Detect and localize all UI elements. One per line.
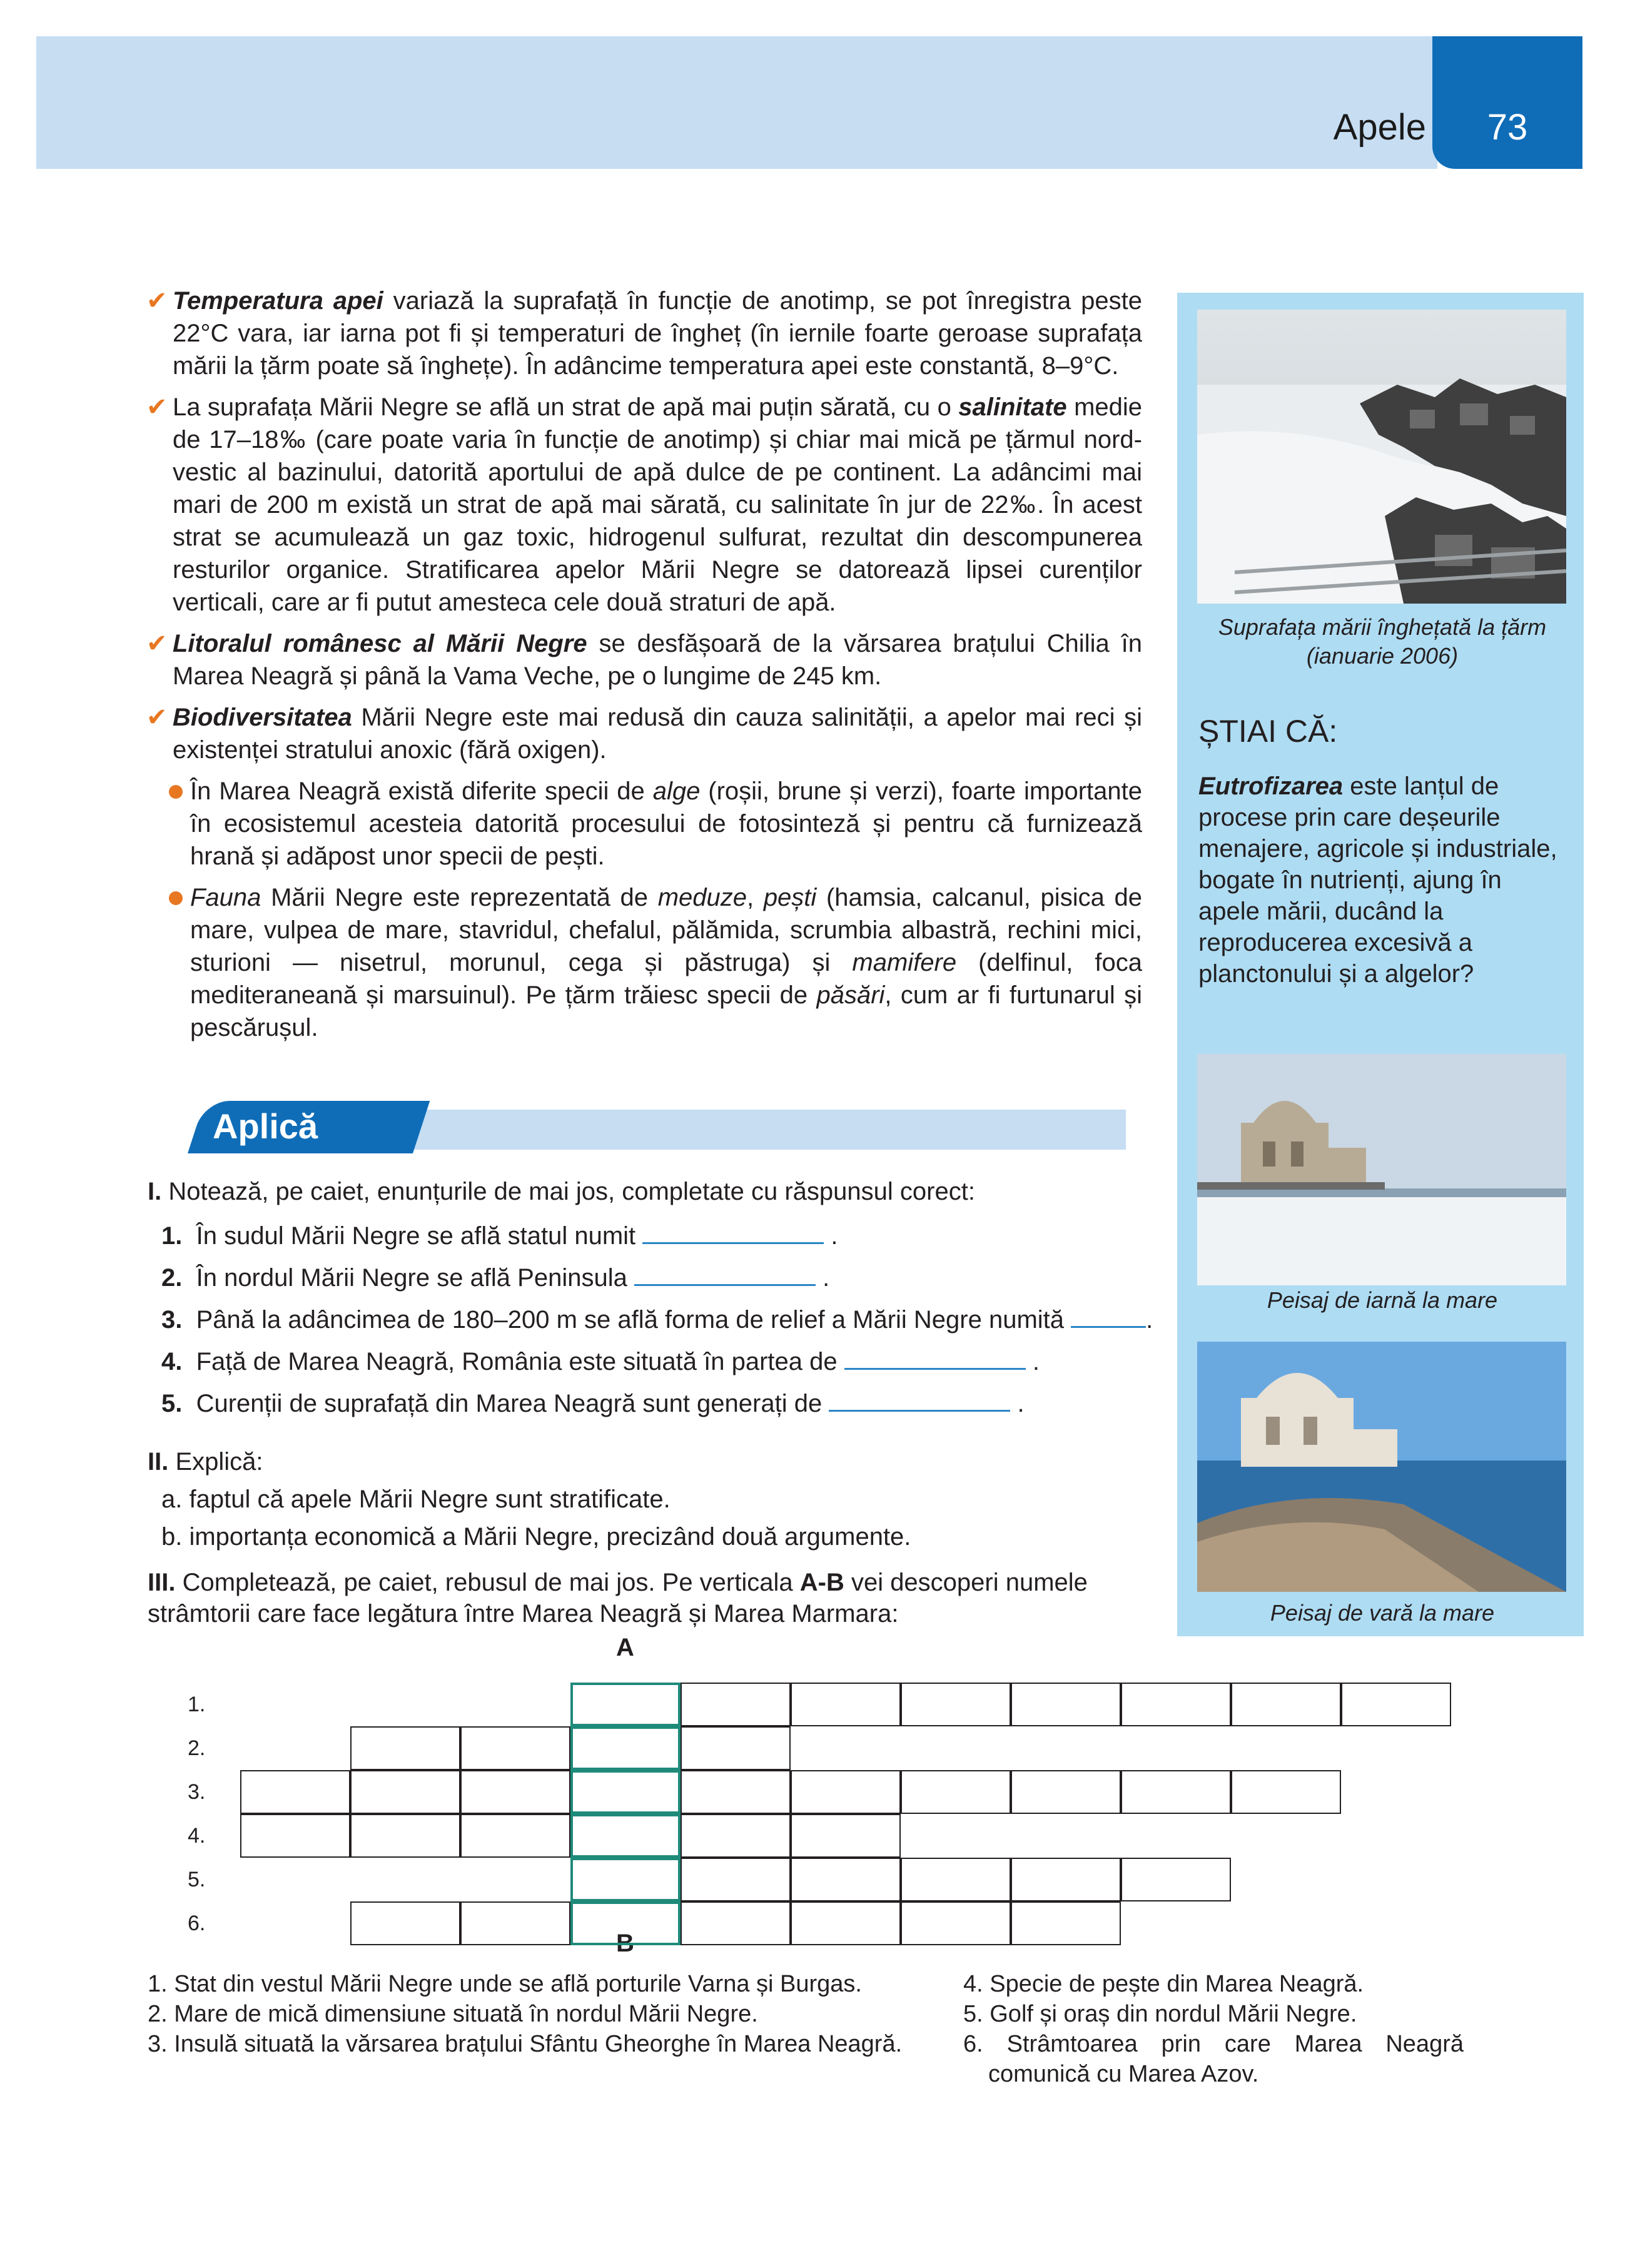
- term-fish: pești: [763, 884, 817, 911]
- clue-3: 3. Insulă situată la vărsarea brațului Sfântu Gheorghe în Marea Neagră.: [148, 2031, 903, 2057]
- paragraph-text: medie de 17–18‰ (care poate varia în funcție de anotimp) și chiar mai mică pe țărmul nord-vestic al bazinului, datorită aportului de apă dulce de pe continent. La adâncimi mai mari de 200 m există un strat de apă mai sărată, cu salinitate în jur de 22‰. În acest strat se acumulează un gaz toxic, hidrogenul sulfurat, rezultat din descompunerea resturilor organice. Stratificarea apelor Mării Negre se datorează lipsei curenților verticali, care ar fi putut amesteca cele două straturi de apă.: [173, 393, 1143, 616]
- clue-5: 5. Golf și oraș din nordul Mării Negre.: [963, 2001, 1357, 2027]
- exercise-2-instruction: [148, 1446, 263, 1477]
- crossword-cell[interactable]: [681, 1858, 791, 1901]
- crossword-row-number: 4.: [188, 1824, 206, 1848]
- crossword-cell[interactable]: [791, 1683, 901, 1726]
- aplica-title: Aplică: [213, 1106, 318, 1146]
- term-temperature: Temperatura apei: [173, 287, 383, 315]
- crossword-row-number: 3.: [188, 1780, 206, 1804]
- page-number: 73: [1487, 107, 1528, 148]
- checkmark-icon: ✔: [146, 287, 168, 315]
- crossword-cell[interactable]: [240, 1770, 350, 1814]
- exercise-text: Explică:: [168, 1448, 263, 1476]
- crossword-row-number: 1.: [188, 1693, 206, 1716]
- crossword-clues-right: [963, 1969, 1464, 2089]
- main-text: [148, 285, 1142, 1053]
- bullet-fauna: [148, 881, 1142, 1044]
- term-mammals: mamifere: [852, 949, 957, 976]
- exercise-text: vei descoperi numele strâmtorii care face legătura între Marea Neagră și Marea Marmara:: [148, 1569, 1088, 1628]
- item-period: .: [831, 1222, 838, 1250]
- crossword-cell[interactable]: [681, 1770, 791, 1814]
- page-number-tab: [1432, 36, 1582, 169]
- item-text: Până la adâncimea de 180–200 m se află forma de relief a Mării Negre numită: [196, 1306, 1065, 1334]
- exercise-1-item-1: [161, 1220, 838, 1252]
- item-period: .: [1146, 1306, 1153, 1334]
- crossword-cell[interactable]: [681, 1726, 791, 1770]
- exercise-1-item-2: [161, 1262, 829, 1293]
- stiai-ca-title: ȘTIAI CĂ:: [1198, 714, 1338, 749]
- crossword-cell[interactable]: [791, 1858, 901, 1901]
- crossword-key-cell[interactable]: [570, 1770, 681, 1814]
- crossword-cell[interactable]: [460, 1726, 570, 1770]
- crossword-cell[interactable]: [460, 1770, 570, 1814]
- clue-4: 4. Specie de pește din Marea Neagră.: [963, 1971, 1364, 1997]
- term-jellyfish: meduze: [657, 884, 747, 911]
- paragraph-coast: [148, 627, 1142, 692]
- photo-caption-frozen: Suprafața mării înghețată la țărm (ianuarie 2006): [1218, 614, 1547, 669]
- item-text: În sudul Mării Negre se află statul numit: [196, 1222, 636, 1250]
- crossword-key-cell[interactable]: [570, 1901, 681, 1945]
- bullet-text: Mării Negre este reprezentată de: [261, 884, 658, 911]
- chapter-title: Apele: [1333, 107, 1426, 148]
- photo-caption-winter: Peisaj de iarnă la mare: [1267, 1287, 1498, 1313]
- term-coast: Litoralul românesc al Mării Negre: [173, 630, 587, 657]
- paragraph-biodiversity: [148, 701, 1142, 766]
- crossword-key-cell[interactable]: [570, 1726, 681, 1770]
- crossword-cell[interactable]: [1011, 1683, 1121, 1726]
- summer-casino-photo: [1197, 1342, 1566, 1592]
- crossword-cell[interactable]: [681, 1901, 791, 1945]
- crossword-cell[interactable]: [240, 1814, 350, 1858]
- exercise-number: I.: [148, 1178, 162, 1205]
- exercise-2-item-a: a. faptul că apele Mării Negre sunt stratificate.: [161, 1486, 671, 1513]
- vertical-a-b: A-B: [799, 1569, 844, 1596]
- item-number: 1.: [161, 1222, 183, 1250]
- bullet-text: ,: [747, 884, 764, 911]
- crossword-cell[interactable]: [1011, 1770, 1121, 1814]
- term-salinity: salinitate: [958, 393, 1067, 421]
- frozen-sea-photo: [1197, 310, 1566, 604]
- term-biodiversity: Biodiversitatea: [173, 704, 352, 731]
- checkmark-icon: ✔: [146, 393, 168, 421]
- term-eutrophication: Eutrofizarea: [1198, 772, 1344, 800]
- crossword-cell[interactable]: [1231, 1683, 1341, 1726]
- stiai-ca-text: [1198, 771, 1561, 990]
- item-number: 5.: [161, 1390, 183, 1417]
- bullet-text: În Marea Neagră există diferite specii de: [190, 777, 653, 805]
- crossword-key-cell[interactable]: [570, 1858, 681, 1901]
- crossword-cell[interactable]: [901, 1770, 1011, 1814]
- crossword-cell[interactable]: [901, 1683, 1011, 1726]
- item-period: .: [1017, 1390, 1025, 1417]
- checkmark-icon: ✔: [146, 630, 168, 657]
- header-band: [36, 36, 1437, 169]
- crossword-cell[interactable]: [350, 1814, 460, 1858]
- item-text: Curenții de suprafață din Marea Neagră sunt generați de: [196, 1390, 823, 1417]
- checkmark-icon: ✔: [146, 704, 168, 731]
- exercise-number: II.: [148, 1448, 169, 1476]
- paragraph-temperature: [148, 285, 1142, 382]
- answer-blank[interactable]: [642, 1220, 824, 1244]
- crossword-cell[interactable]: [1121, 1858, 1231, 1901]
- item-number: 4.: [161, 1348, 183, 1375]
- paragraph-text: La suprafața Mării Negre se află un strat de apă mai puțin sărată, cu o: [173, 393, 959, 421]
- crossword-cell[interactable]: [681, 1683, 791, 1726]
- clue-1: 1. Stat din vestul Mării Negre unde se află porturile Varna și Burgas.: [148, 1971, 862, 1997]
- term-birds: păsări: [816, 981, 885, 1009]
- answer-blank[interactable]: [1071, 1304, 1146, 1328]
- crossword-cell[interactable]: [350, 1901, 460, 1945]
- crossword-cell[interactable]: [791, 1770, 901, 1814]
- bullet-icon: [169, 891, 183, 905]
- crossword-cell[interactable]: [460, 1814, 570, 1858]
- item-number: 2.: [161, 1264, 183, 1292]
- winter-casino-photo: [1197, 1054, 1566, 1285]
- clue-2: 2. Mare de mică dimensiune situată în nordul Mării Negre.: [148, 2001, 758, 2027]
- crossword-row-number: 5.: [188, 1868, 206, 1891]
- bullet-text: , cum ar fi furtunarul și pescărușul.: [190, 981, 1143, 1041]
- item-text: În nordul Mării Negre se află Peninsula: [196, 1264, 627, 1292]
- bullet-icon: [169, 785, 183, 799]
- crossword-cell[interactable]: [350, 1770, 460, 1814]
- paragraph-text: variază la suprafață în funcție de anotimp, se pot înregistra peste 22°C vara, iar iarna pot fi și temperaturi de îngheț (în iernile foarte geroase suprafața mării la țărm poate să înghețe). În adâncime temperatura apei este constantă, 8–9°C.: [173, 287, 1142, 380]
- crossword-cell[interactable]: [460, 1901, 570, 1945]
- bullet-algae: [148, 775, 1142, 873]
- exercise-1-item-4: [161, 1345, 1040, 1377]
- bullet-text: (hamsia, calcanul, pisica de mare, vulpea de mare, stavridul, chefalul, pălămida, scrumbia albastră, rechini mici, sturioni — nisetrul, morunul, cega și păstruga) și: [190, 884, 1142, 976]
- exercise-text: Notează, pe caiet, enunțurile de mai jos, completate cu răspunsul corect:: [161, 1178, 975, 1205]
- answer-blank[interactable]: [634, 1262, 816, 1286]
- exercise-1-item-5: [161, 1387, 1025, 1419]
- crossword-row-number: 6.: [188, 1911, 206, 1935]
- crossword-cell[interactable]: [681, 1814, 791, 1858]
- exercise-1-instruction: [148, 1176, 975, 1207]
- paragraph-text: Mării Negre este mai redusă din cauza salinității, a apelor mai reci și existenței stratului anoxic (fără oxigen).: [173, 704, 1142, 764]
- crossword-cell[interactable]: [350, 1726, 460, 1770]
- crossword-cell[interactable]: [901, 1901, 1011, 1945]
- aplica-banner: [325, 1110, 1126, 1150]
- item-number: 3.: [161, 1306, 183, 1334]
- term-algae: alge: [652, 777, 701, 805]
- crossword-cell[interactable]: [791, 1901, 901, 1945]
- crossword-cell[interactable]: [1121, 1770, 1231, 1814]
- crossword-cell[interactable]: [791, 1814, 901, 1858]
- crossword-cell[interactable]: [901, 1858, 1011, 1901]
- crossword-cell[interactable]: [1011, 1901, 1121, 1945]
- answer-blank[interactable]: [844, 1345, 1026, 1370]
- crossword-key-cell[interactable]: [570, 1683, 681, 1726]
- bullet-text: (delfinul, foca mediteraneană și marsuinul). Pe țărm trăiesc specii de: [190, 949, 1142, 1009]
- crossword-key-cell[interactable]: [570, 1814, 681, 1858]
- crossword-clues-left: [148, 1969, 911, 2059]
- crossword-label-b: B: [616, 1930, 634, 1957]
- crossword-label-a: A: [616, 1634, 634, 1661]
- paragraph-salinity: [148, 391, 1142, 619]
- exercise-1-item-3: [161, 1304, 1153, 1335]
- term-fauna: Fauna: [190, 884, 261, 911]
- exercise-3-instruction: [148, 1567, 1148, 1629]
- bullet-text: (roșii, brune și verzi), foarte importante în ecosistemul acesteia datorită procesului de fotosinteză și pentru că furnizează hrană și adăpost unor specii de pești.: [190, 777, 1142, 870]
- crossword-cell[interactable]: [1231, 1770, 1341, 1814]
- crossword-cell[interactable]: [1011, 1858, 1121, 1901]
- answer-blank[interactable]: [829, 1387, 1010, 1412]
- item-period: .: [823, 1264, 830, 1292]
- crossword-cell[interactable]: [1121, 1683, 1231, 1726]
- crossword-row-number: 2.: [188, 1736, 206, 1760]
- paragraph-text: se desfășoară de la vărsarea brațului Chilia în Marea Neagră și până la Vama Veche, pe o lungime de 245 km.: [173, 630, 1143, 690]
- clue-6: 6. Strâmtoarea prin care Marea Neagră comunică cu Marea Azov.: [963, 2031, 1464, 2087]
- stiai-ca-body: este lanțul de procese prin care deșeurile menajere, agricole și industriale, bogate în nutrienți, ajung în apele mării, ducând la reproducerea excesivă a planctonului și a algelor?: [1198, 772, 1557, 988]
- exercise-number: III.: [148, 1569, 176, 1596]
- crossword-cell[interactable]: [1341, 1683, 1451, 1726]
- exercise-2-item-b: b. importanța economică a Mării Negre, precizând două argumente.: [161, 1523, 911, 1551]
- item-period: .: [1032, 1348, 1040, 1375]
- item-text: Față de Marea Neagră, România este situată în partea de: [196, 1348, 838, 1375]
- exercise-text: Completează, pe caiet, rebusul de mai jos. Pe verticala: [175, 1569, 800, 1596]
- photo-caption-summer: Peisaj de vară la mare: [1270, 1600, 1495, 1626]
